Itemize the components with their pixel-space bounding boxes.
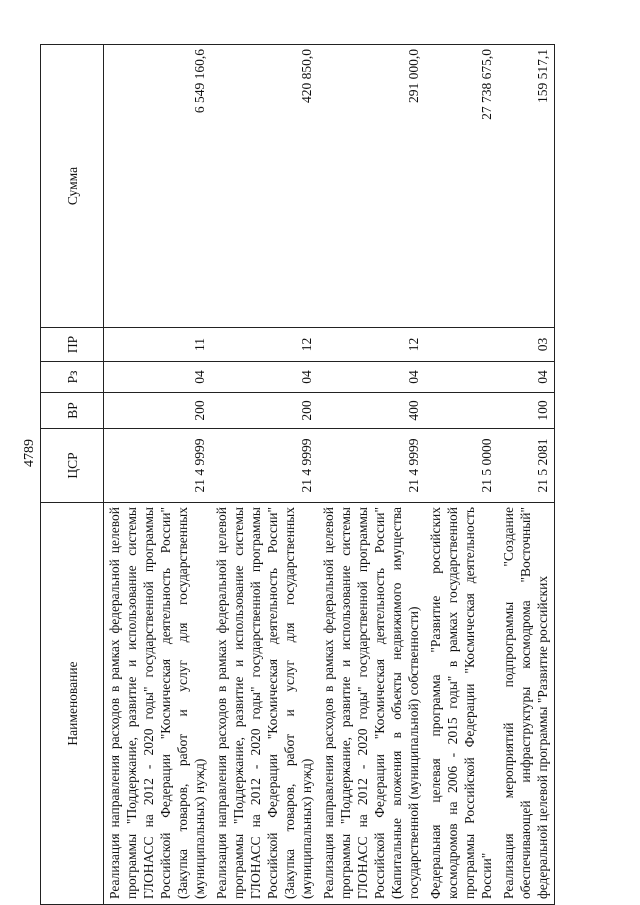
row-csr: 21 4 9999 xyxy=(104,429,212,503)
row-csr: 21 5 2081 xyxy=(498,429,555,503)
row-sum: 291 000,0 xyxy=(318,45,425,328)
header-csr: ЦСР xyxy=(41,429,104,503)
row-vr: 200 xyxy=(211,393,318,429)
row-pr: 12 xyxy=(318,328,425,362)
row-vr: 400 xyxy=(318,393,425,429)
table-header-row xyxy=(41,45,104,905)
row-name: Реализация направления расходов в рамках федеральной целевой программы "Поддержание, развитие и использование системы ГЛОНАСС на 2012 - 2020 годы" государственной программы Российской Федерации "Космическая деятельность России" (Закупка товаров, работ и услуг для государственных (муниципальных) нужд) xyxy=(104,503,212,905)
budget-table xyxy=(40,44,555,905)
row-vr: 100 xyxy=(498,393,555,429)
row-sum: 27 738 675,0 xyxy=(425,45,498,328)
header-sum: Сумма xyxy=(41,45,104,328)
row-rz: 04 xyxy=(318,362,425,393)
row-rz xyxy=(425,362,498,393)
table-row xyxy=(498,45,555,905)
row-vr xyxy=(425,393,498,429)
row-sum: 420 850,0 xyxy=(211,45,318,328)
row-rz: 04 xyxy=(498,362,555,393)
table-row xyxy=(211,45,318,905)
row-rz: 04 xyxy=(104,362,212,393)
row-pr: 12 xyxy=(211,328,318,362)
row-rz: 04 xyxy=(211,362,318,393)
table-row xyxy=(104,45,212,905)
row-vr: 200 xyxy=(104,393,212,429)
row-name: Реализация мероприятий подпрограммы "Создание обеспечивающей инфраструктуры космодрома "Восточный" федеральной целевой программы "Развитие российских xyxy=(498,503,555,905)
row-name: Реализация направления расходов в рамках федеральной целевой программы "Поддержание, развитие и использование системы ГЛОНАСС на 2012 - 2020 годы" государственной программы Российской Федерации "Космическая деятельность России" (Капитальные вложения в объекты недвижимого имущества государственной (муниципальной) собственности) xyxy=(318,503,425,905)
row-pr xyxy=(425,328,498,362)
row-sum: 6 549 160,6 xyxy=(104,45,212,328)
header-vr: ВР xyxy=(41,393,104,429)
header-name: Наименование xyxy=(41,503,104,905)
header-pr: ПР xyxy=(41,328,104,362)
row-csr: 21 5 0000 xyxy=(425,429,498,503)
table-row xyxy=(318,45,425,905)
page-number: 4789 xyxy=(22,439,37,467)
row-csr: 21 4 9999 xyxy=(211,429,318,503)
row-pr: 11 xyxy=(104,328,212,362)
header-rz: Рз xyxy=(41,362,104,393)
row-sum: 159 517,1 xyxy=(498,45,555,328)
budget-table-rotated xyxy=(40,45,600,905)
row-name: Реализация направления расходов в рамках федеральной целевой программы "Поддержание, развитие и использование системы ГЛОНАСС на 2012 - 2020 годы" государственной программы Российской Федерации "Космическая деятельность России" (Закупка товаров, работ и услуг для государственных (муниципальных) нужд) xyxy=(211,503,318,905)
row-name: Федеральная целевая программа "Развитие российских космодромов на 2006 - 2015 годы" в рамках государственной программы Российской Федерации "Космическая деятельность России" xyxy=(425,503,498,905)
row-pr: 03 xyxy=(498,328,555,362)
table-row xyxy=(425,45,498,905)
row-csr: 21 4 9999 xyxy=(318,429,425,503)
